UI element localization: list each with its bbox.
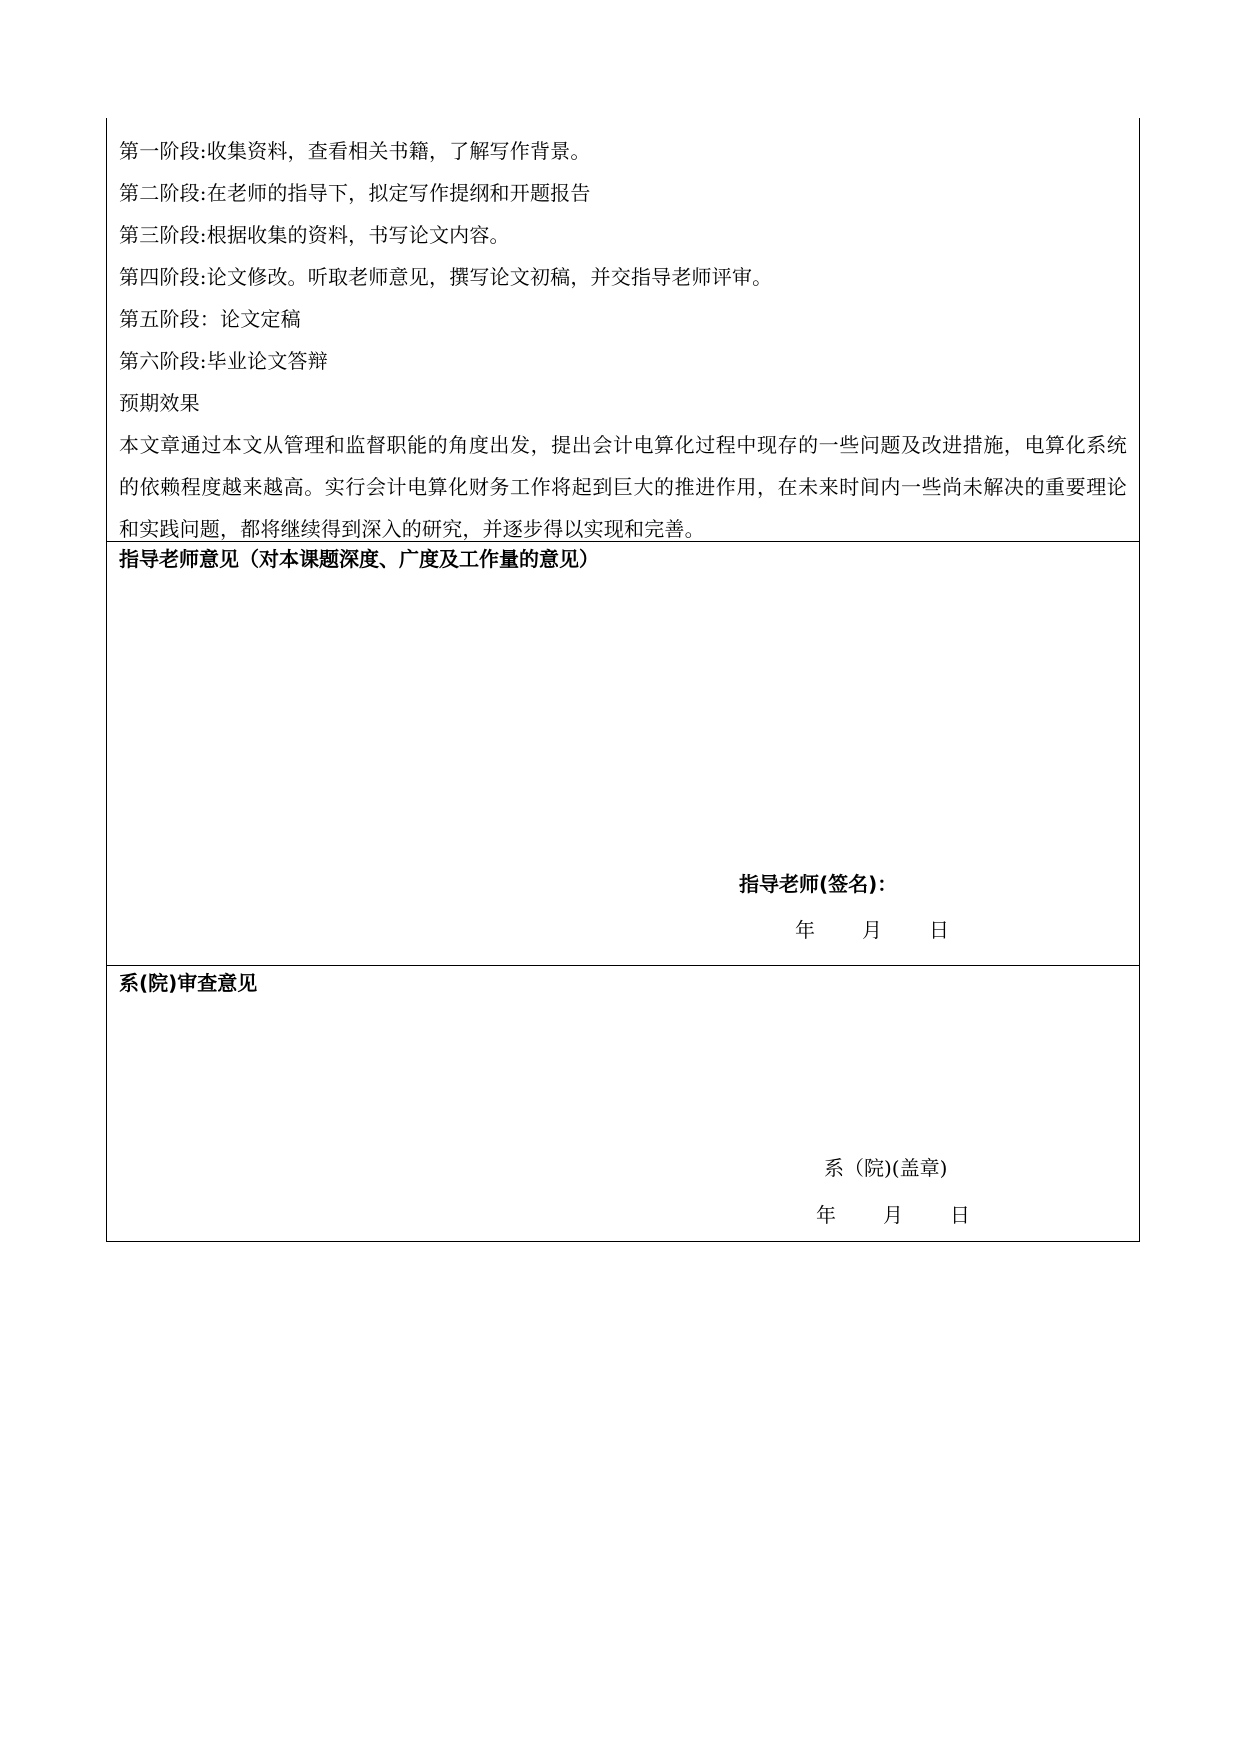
department-stamp-label: 系（院)(盖章): [824, 1156, 948, 1180]
advisor-date: [795, 914, 996, 943]
expected-effect-text: 本文章通过本文从管理和监督职能的角度出发，提出会计电算化过程中现存的一些问题及改进措施，电算化系统的依赖程度越来越高。实行会计电算化财务工作将起到巨大的推进作用，在未来时间内一些尚未解决的重要理论和实践问题，都将继续得到深入的研究，并逐步得以实现和完善。: [119, 433, 1127, 541]
stage-6: 第六阶段:毕业论文答辩: [119, 349, 328, 373]
review-date-month: 月: [883, 1203, 903, 1227]
report-form-table: [106, 118, 1140, 1242]
stage-3: 第三阶段:根据收集的资料，书写论文内容。: [119, 223, 510, 247]
expected-effect-heading: 预期效果: [119, 391, 200, 415]
advisor-opinion-heading: 指导老师意见（对本课题深度、广度及工作量的意见）: [119, 547, 599, 571]
review-date: [816, 1199, 1017, 1228]
advisor-date-year: 年: [795, 918, 815, 942]
stage-1: 第一阶段:收集资料，查看相关书籍，了解写作背景。: [119, 139, 591, 163]
advisor-signature-label: 指导老师(签名)：: [739, 872, 898, 896]
advisor-date-month: 月: [862, 918, 882, 942]
stage-4: 第四阶段:论文修改。听取老师意见，撰写论文初稿，并交指导老师评审。: [119, 265, 773, 289]
advisor-date-day: 日: [929, 918, 949, 942]
review-date-day: 日: [950, 1203, 970, 1227]
department-review-heading: 系(院)审查意见: [119, 971, 258, 995]
stage-2: 第二阶段:在老师的指导下，拟定写作提纲和开题报告: [119, 181, 591, 205]
advisor-opinion-section: [107, 542, 1139, 966]
plan-section: [107, 118, 1139, 542]
stage-5: 第五阶段：论文定稿: [119, 307, 301, 331]
review-date-year: 年: [816, 1203, 836, 1227]
department-review-section: [107, 966, 1139, 1242]
